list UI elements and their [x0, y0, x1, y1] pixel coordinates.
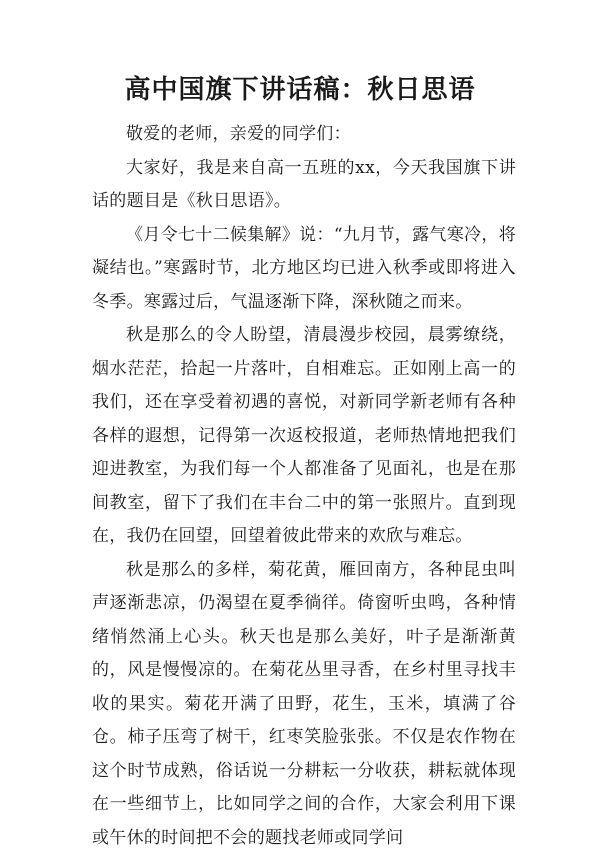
- paragraph-greeting: 大家好，我是来自高一五班的xx，今天我国旗下讲话的题目是《秋日思语》。: [92, 152, 516, 219]
- document-body: [92, 118, 516, 855]
- paragraph-autumn-variety: 秋是那么的多样，菊花黄，雁回南方，各种昆虫叫声逐渐悲凉，仍渴望在夏季徜徉。倚窗听虫鸣，各种情绪悄然涌上心头。秋天也是那么美好，叶子是渐渐黄的，风是慢慢凉的。在菊花丛里寻香，在乡村里寻找丰收的果实。菊花开满了田野，花生，玉米，填满了谷仓。柿子压弯了树干，红枣笑脸张张。不仅是农作物在这个时节成熟，俗话说一分耕耘一分收获，耕耘就体现在一些细节上，比如同学之间的合作，大家会利用下课或午休的时间把不会的题找老师或同学问: [92, 554, 516, 855]
- paragraph-salutation: 敬爱的老师，亲爱的同学们：: [92, 118, 516, 152]
- document-title: 高中国旗下讲话稿：秋日思语: [0, 70, 600, 110]
- paragraph-campus-memory: 秋是那么的令人盼望，清晨漫步校园，晨雾缭绕，烟水茫茫，拾起一片落叶，自相难忘。正如刚上高一的我们，还在享受着初遇的喜悦，对新同学新老师有各种各样的遐想，记得第一次返校报道，老师热情地把我们迎进教室，为我们每一个人都准备了见面礼，也是在那间教室，留下了我们在丰台二中的第一张照片。直到现在，我仍在回望，回望着彼此带来的欢欣与难忘。: [92, 319, 516, 554]
- paragraph-quote: 《月令七十二候集解》说：“九月节，露气寒冷，将凝结也。”寒露时节，北方地区均已进入秋季或即将进入冬季。寒露过后，气温逐渐下降，深秋随之而来。: [92, 219, 516, 320]
